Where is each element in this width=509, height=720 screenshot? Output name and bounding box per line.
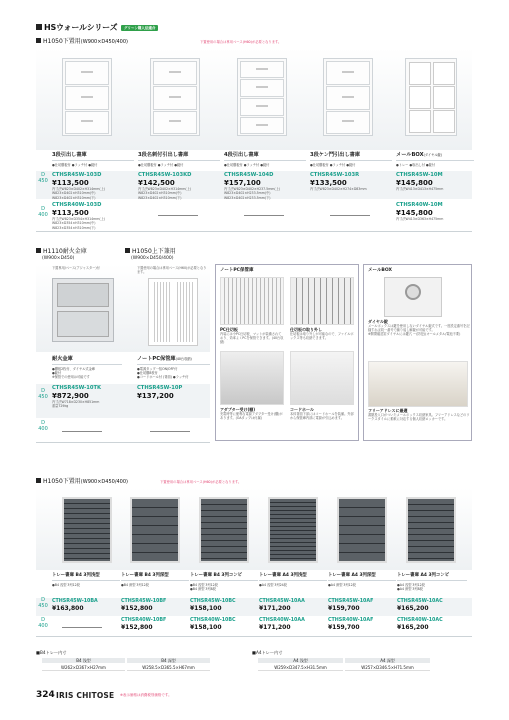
cabinet-4-drawer-image bbox=[237, 58, 287, 136]
price-cell: CTHSR40W-103D ¥113,500 内寸法W823×D354×H314mm(上) W823×D354×H310mm(中) W823×D354×H310mm(下) bbox=[52, 202, 106, 230]
price-cell: CTHSR45W-10BC ¥158,100 bbox=[190, 599, 236, 612]
price-cell: CTHSR45W-10AF ¥159,700 bbox=[328, 599, 374, 612]
b4-tray-table: B4 浅型 B4 深型 W262×D367×H27mm W258.5×D365.5×H67mm bbox=[42, 658, 210, 671]
caption-pc-divider: PC仕切板 内装には小PC仕切板、マットが装備されており、効率よくPCを保管できます。(40台収納) bbox=[220, 327, 284, 345]
depth-label-450: D 450 bbox=[38, 597, 48, 609]
notebook-pc-feature-panel bbox=[215, 264, 359, 441]
free-address-photo bbox=[368, 361, 468, 407]
page-number: 324 bbox=[36, 690, 55, 700]
price-cell: CTHSR45W-10AA ¥171,200 bbox=[259, 599, 305, 612]
tray-cabinet-a4-combi-image bbox=[406, 497, 456, 563]
not-available-dash bbox=[150, 431, 190, 432]
tray-cabinet-b4-deep-image bbox=[130, 497, 180, 563]
notebook-pc-cabinet-image bbox=[148, 278, 198, 346]
pc-info: ノートPC保管庫(40台収納) ●電源タップ一括ON/OFF付 ●仕切棚8枚付 ●コードホール付 (背面) ●ラッチ付 bbox=[137, 356, 210, 379]
pc-divider-photo bbox=[220, 277, 284, 325]
divider-removal-photo bbox=[290, 277, 354, 325]
product-features: ●仕切棚板付 ●ラッチ付 ●錠付 bbox=[224, 162, 270, 167]
section3-titles: トレー書庫 B4 3列浅型 ●B4 浅型 3列12段 トレー書庫 B4 3列深型 ●B4 深型 3列12段 トレー書庫 B4 3列コンビ ●B4 浅型 3列12段 ●B4 深型 3列8段 トレー書庫 A4 3列浅型 ●A4 浅型 3列24段 トレー書庫 A4 3列深型 ●A4 深型 3列12段 トレー書庫 A4 3列コンビ ●A4 浅型 3列12段 ●A4 深型 3列8段 bbox=[52, 573, 472, 591]
a4-tray-table: A4 浅型 A4 深型 W259×D347.5×H31.5mm W257×D346.5×H71.5mm bbox=[258, 658, 430, 671]
cabinet-3-drawer-card-image bbox=[150, 58, 200, 136]
section1-title: H1050下置用(W900×D450/400) bbox=[36, 38, 128, 46]
caption-cord-hole: コードホール 本体背面下部にはコードホールを装備。外部から保管庫内部に電源が引込めます。 bbox=[290, 407, 354, 421]
fire-safe-image bbox=[52, 278, 114, 342]
section1-titles bbox=[52, 152, 472, 167]
safe-base-note: 下置専用/ベース(アジャスター)付 bbox=[52, 266, 100, 270]
product-title: メールBOX(ダイヤル錠) bbox=[396, 152, 474, 161]
tray-cabinet-a4-shallow-image bbox=[268, 497, 318, 563]
dial-lock-photo bbox=[384, 277, 442, 317]
caption-free-address: フリーアドレスに最適 書類投入口がついたメールボックス収納家具。フリーアドレスなどのワークスタイルに柔軟に対応する個人収納ロッカーです。 bbox=[368, 408, 470, 422]
tray-cabinet-b4-shallow-image bbox=[62, 497, 112, 563]
section3-note: 下置使用の場合は専用ベース(H60)が必要となります。 bbox=[160, 480, 242, 484]
price-cell: CTHSR45W-10M ¥145,800 内寸法W413×D413×H475mm bbox=[396, 172, 444, 192]
section1-note: 下置使用の場合は専用ベース(H60)が必要となります。 bbox=[200, 40, 282, 44]
mailbox-feature-panel bbox=[363, 264, 472, 441]
product-features: ●トレー ●取出し付 ●錠付 bbox=[396, 162, 436, 167]
product-features: ●仕切棚板付 ●ラッチ付 ●錠付 bbox=[52, 162, 98, 167]
cabinet-3-drawer-image bbox=[62, 58, 112, 136]
price-cell: CTHSR45W-10AC ¥165,200 bbox=[397, 599, 443, 612]
price-cell: CTHSR40W-10BC ¥158,100 bbox=[190, 618, 236, 631]
price-cell: CTHSR40W-10AA ¥171,200 bbox=[259, 618, 305, 631]
section2-mid-title: H1050上下兼用 bbox=[125, 248, 176, 256]
series-title: HSウォールシリーズ bbox=[36, 23, 117, 33]
section2-left-title: H1110耐火金庫 bbox=[36, 248, 87, 256]
brand-logo: IRIS CHITOSE bbox=[56, 691, 115, 700]
adapter-shelf-photo bbox=[220, 351, 284, 405]
not-available-dash bbox=[62, 431, 102, 432]
price-cell: CTHSR45W-103D ¥113,500 内寸法W823×D402×H314mm(上) W823×D402×H310mm(中) W823×D402×H310mm(下) bbox=[52, 172, 106, 200]
product-title: 4段引出し書庫 bbox=[224, 152, 306, 161]
safe-info: 耐火金庫 ●棚板2枚付、ダイヤル式金庫 ●錠付 ※保管での使用は可能です bbox=[52, 356, 122, 379]
a4-tray-title: ■A4トレー内寸 bbox=[252, 650, 283, 655]
panel-title: ノートPC保管庫 bbox=[220, 268, 254, 273]
not-available-dash bbox=[330, 215, 370, 216]
caption-adapter-shelf: アダプター受け(棚) 充電時等に便利な電源アダプター受け(棚)があります。(OAタップは付属) bbox=[220, 407, 283, 421]
panel-title: メールBOX bbox=[368, 268, 392, 273]
price-cell: CTHSR40W-10AF ¥159,700 bbox=[328, 618, 374, 631]
product-title: 3段名刺付引出し書庫 bbox=[138, 152, 220, 161]
depth-label-450: D 450 bbox=[38, 388, 48, 400]
caption-divider-removal: 仕切板の取り外し 仕切板は取り外しが可能なので、ファイルボックス等も収納できます。 bbox=[290, 327, 354, 341]
depth-label-400: D 400 bbox=[38, 206, 48, 218]
price-cell: CTHSR40W-10AC ¥165,200 bbox=[397, 618, 443, 631]
pc-base-note: 下置使用の場合は専用ベース(H60)が必要となります。 bbox=[137, 266, 207, 275]
price-cell: CTHSR45W-10BA ¥163,800 bbox=[52, 599, 98, 612]
product-features: ●仕切棚板付 ●ラッチ付 ●錠付 bbox=[310, 162, 356, 167]
product-title: 3段ケン鬥引出し書庫 bbox=[310, 152, 392, 161]
price-cell: CTHSR45W-103KD ¥142,500 内寸法W823×D402×H314mm(上) W823×D402×H310mm(中) W823×D402×H310mm(下) bbox=[138, 172, 192, 200]
price-cell: CTHSR45W-10TK ¥872,900 内寸法W718×D230×H851mm 重量729kg bbox=[52, 385, 102, 409]
product-title: 3段引出し書庫 bbox=[52, 152, 134, 161]
not-available-dash bbox=[244, 215, 284, 216]
caption-dial-lock: ダイヤル錠 メールボックスは鍵を使用しないダイヤル錠式です。一度設定番号を記録すれば同一番号で繰り返し解錠が可能です。 ※開閉確認窓ダイヤルには鍵穴 ー(防犯)(オールメタル/電池不要) bbox=[368, 319, 470, 337]
tray-cabinet-b4-combi-image bbox=[199, 497, 249, 563]
price-cell: CTHSR40W-10M ¥145,800 内寸法W413×D363×H475mm bbox=[396, 202, 444, 222]
price-cell: CTHSR45W-104D ¥157,100 内寸法W823×D402×H237.5mm(上) W823×D402×H233.5mm(中) W823×D402×H233.5mm(下) bbox=[224, 172, 281, 200]
section2-mid-dims: (W900×D450/400) bbox=[131, 256, 174, 261]
tray-cabinet-a4-deep-image bbox=[337, 497, 387, 563]
tax-note: ※表示価格は消費税別価格です。 bbox=[120, 693, 172, 697]
price-cell: CTHSR45W-10P ¥137,200 bbox=[137, 385, 183, 400]
price-cell: CTHSR40W-10BF ¥152,800 bbox=[121, 618, 167, 631]
green-badge: グリーン購入法適合 bbox=[121, 25, 158, 31]
price-cell: CTHSR45W-103R ¥133,500 内寸法W823×D402×H274×D83mm bbox=[310, 172, 367, 192]
mailbox-image bbox=[405, 58, 457, 136]
depth-label-400: D 400 bbox=[38, 617, 48, 629]
cabinet-hanging-file-image bbox=[323, 58, 373, 136]
price-cell: CTHSR45W-10BF ¥152,800 bbox=[121, 599, 167, 612]
depth-label-400: D 400 bbox=[38, 420, 48, 432]
cord-hole-photo bbox=[290, 351, 354, 405]
not-available-dash bbox=[62, 627, 102, 628]
b4-tray-title: ■B4トレー内寸 bbox=[36, 650, 67, 655]
section2-left-dims: (W900×D450) bbox=[42, 256, 75, 261]
product-features: ●仕切棚板付 ●ラッチ付 ●錠付 bbox=[138, 162, 184, 167]
section3-title: H1050下置用(W900×D450/400) bbox=[36, 478, 128, 486]
depth-label-450: D 450 bbox=[38, 172, 48, 184]
not-available-dash bbox=[158, 215, 198, 216]
